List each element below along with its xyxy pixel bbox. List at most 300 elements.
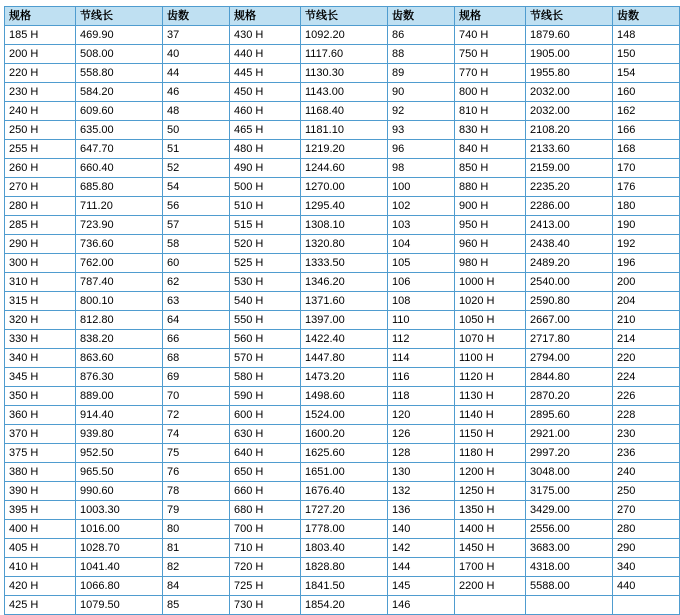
- cell-len-b2-r7[interactable]: 1219.20: [301, 140, 388, 159]
- cell-teeth-b3-r8[interactable]: 170: [613, 159, 680, 178]
- cell-len-b1-r9[interactable]: 685.80: [76, 178, 163, 197]
- cell-len-b2-r31[interactable]: 1854.20: [301, 596, 388, 615]
- cell-teeth-b3-r6[interactable]: 166: [613, 121, 680, 140]
- cell-teeth-b2-r13[interactable]: 105: [388, 254, 455, 273]
- cell-teeth-b3-r23[interactable]: 236: [613, 444, 680, 463]
- cell-spec-b3-r26[interactable]: 1350 H: [455, 501, 526, 520]
- cell-len-b1-r14[interactable]: 787.40: [76, 273, 163, 292]
- cell-spec-b1-r27[interactable]: 400 H: [5, 520, 76, 539]
- cell-teeth-b1-r28[interactable]: 81: [163, 539, 230, 558]
- cell-len-b3-r9[interactable]: 2235.20: [526, 178, 613, 197]
- cell-spec-b1-r15[interactable]: 315 H: [5, 292, 76, 311]
- cell-teeth-b1-r2[interactable]: 40: [163, 45, 230, 64]
- cell-spec-b2-r18[interactable]: 570 H: [230, 349, 301, 368]
- cell-len-b1-r20[interactable]: 889.00: [76, 387, 163, 406]
- cell-spec-b1-r21[interactable]: 360 H: [5, 406, 76, 425]
- cell-len-b3-r24[interactable]: 3048.00: [526, 463, 613, 482]
- cell-len-b2-r20[interactable]: 1498.60: [301, 387, 388, 406]
- cell-teeth-b3-r31[interactable]: [613, 596, 680, 615]
- cell-spec-b3-r27[interactable]: 1400 H: [455, 520, 526, 539]
- cell-teeth-b1-r14[interactable]: 62: [163, 273, 230, 292]
- cell-len-b1-r23[interactable]: 952.50: [76, 444, 163, 463]
- cell-spec-b1-r4[interactable]: 230 H: [5, 83, 76, 102]
- cell-teeth-b3-r13[interactable]: 196: [613, 254, 680, 273]
- cell-spec-b2-r1[interactable]: 430 H: [230, 26, 301, 45]
- cell-len-b1-r5[interactable]: 609.60: [76, 102, 163, 121]
- cell-len-b3-r20[interactable]: 2870.20: [526, 387, 613, 406]
- cell-len-b3-r12[interactable]: 2438.40: [526, 235, 613, 254]
- cell-teeth-b1-r19[interactable]: 69: [163, 368, 230, 387]
- cell-spec-b3-r8[interactable]: 850 H: [455, 159, 526, 178]
- cell-len-b3-r26[interactable]: 3429.00: [526, 501, 613, 520]
- cell-spec-b2-r3[interactable]: 445 H: [230, 64, 301, 83]
- cell-teeth-b1-r10[interactable]: 56: [163, 197, 230, 216]
- cell-spec-b3-r7[interactable]: 840 H: [455, 140, 526, 159]
- cell-spec-b2-r26[interactable]: 680 H: [230, 501, 301, 520]
- header-teeth-3: 齿数: [613, 7, 680, 26]
- cell-teeth-b2-r6[interactable]: 93: [388, 121, 455, 140]
- cell-len-b3-r17[interactable]: 2717.80: [526, 330, 613, 349]
- cell-spec-b1-r26[interactable]: 395 H: [5, 501, 76, 520]
- cell-spec-b1-r10[interactable]: 280 H: [5, 197, 76, 216]
- table-row: [5, 235, 680, 254]
- cell-teeth-b3-r11[interactable]: 190: [613, 216, 680, 235]
- cell-len-b1-r28[interactable]: 1028.70: [76, 539, 163, 558]
- cell-spec-b2-r11[interactable]: 515 H: [230, 216, 301, 235]
- cell-teeth-b1-r29[interactable]: 82: [163, 558, 230, 577]
- cell-spec-b2-r30[interactable]: 725 H: [230, 577, 301, 596]
- cell-len-b1-r2[interactable]: 508.00: [76, 45, 163, 64]
- cell-spec-b3-r19[interactable]: 1120 H: [455, 368, 526, 387]
- cell-teeth-b2-r2[interactable]: 88: [388, 45, 455, 64]
- cell-spec-b2-r6[interactable]: 465 H: [230, 121, 301, 140]
- cell-teeth-b2-r12[interactable]: 104: [388, 235, 455, 254]
- cell-len-b3-r1[interactable]: 1879.60: [526, 26, 613, 45]
- cell-len-b2-r19[interactable]: 1473.20: [301, 368, 388, 387]
- cell-teeth-b2-r15[interactable]: 108: [388, 292, 455, 311]
- cell-teeth-b2-r18[interactable]: 114: [388, 349, 455, 368]
- cell-spec-b3-r13[interactable]: 980 H: [455, 254, 526, 273]
- cell-len-b2-r10[interactable]: 1295.40: [301, 197, 388, 216]
- cell-len-b1-r3[interactable]: 558.80: [76, 64, 163, 83]
- table-row: [5, 387, 680, 406]
- cell-len-b1-r22[interactable]: 939.80: [76, 425, 163, 444]
- cell-len-b3-r3[interactable]: 1955.80: [526, 64, 613, 83]
- cell-len-b1-r26[interactable]: 1003.30: [76, 501, 163, 520]
- cell-teeth-b3-r21[interactable]: 228: [613, 406, 680, 425]
- cell-spec-b3-r14[interactable]: 1000 H: [455, 273, 526, 292]
- cell-spec-b1-r19[interactable]: 345 H: [5, 368, 76, 387]
- cell-len-b1-r19[interactable]: 876.30: [76, 368, 163, 387]
- cell-spec-b3-r23[interactable]: 1180 H: [455, 444, 526, 463]
- table-row: [5, 368, 680, 387]
- cell-len-b1-r27[interactable]: 1016.00: [76, 520, 163, 539]
- cell-teeth-b2-r8[interactable]: 98: [388, 159, 455, 178]
- cell-len-b2-r3[interactable]: 1130.30: [301, 64, 388, 83]
- cell-teeth-b2-r4[interactable]: 90: [388, 83, 455, 102]
- cell-len-b3-r23[interactable]: 2997.20: [526, 444, 613, 463]
- cell-spec-b1-r22[interactable]: 370 H: [5, 425, 76, 444]
- cell-len-b1-r18[interactable]: 863.60: [76, 349, 163, 368]
- table-row: [5, 501, 680, 520]
- cell-teeth-b2-r16[interactable]: 110: [388, 311, 455, 330]
- cell-spec-b2-r31[interactable]: 730 H: [230, 596, 301, 615]
- cell-spec-b3-r30[interactable]: 2200 H: [455, 577, 526, 596]
- cell-teeth-b1-r17[interactable]: 66: [163, 330, 230, 349]
- cell-teeth-b2-r7[interactable]: 96: [388, 140, 455, 159]
- cell-len-b3-r7[interactable]: 2133.60: [526, 140, 613, 159]
- cell-spec-b1-r13[interactable]: 300 H: [5, 254, 76, 273]
- table-row: [5, 159, 680, 178]
- cell-len-b2-r27[interactable]: 1778.00: [301, 520, 388, 539]
- cell-teeth-b1-r5[interactable]: 48: [163, 102, 230, 121]
- cell-teeth-b1-r31[interactable]: 85: [163, 596, 230, 615]
- cell-teeth-b3-r30[interactable]: 440: [613, 577, 680, 596]
- cell-len-b1-r31[interactable]: 1079.50: [76, 596, 163, 615]
- cell-teeth-b3-r26[interactable]: 270: [613, 501, 680, 520]
- cell-len-b3-r10[interactable]: 2286.00: [526, 197, 613, 216]
- cell-len-b3-r11[interactable]: 2413.00: [526, 216, 613, 235]
- cell-teeth-b2-r11[interactable]: 103: [388, 216, 455, 235]
- cell-teeth-b3-r5[interactable]: 162: [613, 102, 680, 121]
- cell-len-b3-r31[interactable]: [526, 596, 613, 615]
- cell-teeth-b2-r30[interactable]: 145: [388, 577, 455, 596]
- cell-teeth-b2-r22[interactable]: 126: [388, 425, 455, 444]
- cell-teeth-b3-r7[interactable]: 168: [613, 140, 680, 159]
- header-spec-1: 规格: [5, 7, 76, 26]
- cell-spec-b1-r18[interactable]: 340 H: [5, 349, 76, 368]
- cell-spec-b2-r19[interactable]: 580 H: [230, 368, 301, 387]
- cell-spec-b3-r3[interactable]: 770 H: [455, 64, 526, 83]
- belt-spec-table: [4, 6, 680, 615]
- cell-len-b2-r22[interactable]: 1600.20: [301, 425, 388, 444]
- cell-spec-b1-r9[interactable]: 270 H: [5, 178, 76, 197]
- cell-teeth-b3-r15[interactable]: 204: [613, 292, 680, 311]
- cell-spec-b3-r11[interactable]: 950 H: [455, 216, 526, 235]
- cell-teeth-b2-r9[interactable]: 100: [388, 178, 455, 197]
- cell-spec-b2-r21[interactable]: 600 H: [230, 406, 301, 425]
- cell-len-b3-r25[interactable]: 3175.00: [526, 482, 613, 501]
- cell-spec-b3-r22[interactable]: 1150 H: [455, 425, 526, 444]
- cell-spec-b2-r28[interactable]: 710 H: [230, 539, 301, 558]
- cell-teeth-b1-r16[interactable]: 64: [163, 311, 230, 330]
- cell-spec-b3-r29[interactable]: 1700 H: [455, 558, 526, 577]
- cell-teeth-b1-r7[interactable]: 51: [163, 140, 230, 159]
- cell-spec-b1-r25[interactable]: 390 H: [5, 482, 76, 501]
- cell-len-b3-r5[interactable]: 2032.00: [526, 102, 613, 121]
- cell-len-b1-r15[interactable]: 800.10: [76, 292, 163, 311]
- cell-teeth-b3-r22[interactable]: 230: [613, 425, 680, 444]
- cell-spec-b3-r2[interactable]: 750 H: [455, 45, 526, 64]
- cell-teeth-b1-r22[interactable]: 74: [163, 425, 230, 444]
- cell-spec-b1-r6[interactable]: 250 H: [5, 121, 76, 140]
- cell-teeth-b2-r5[interactable]: 92: [388, 102, 455, 121]
- cell-teeth-b3-r1[interactable]: 148: [613, 26, 680, 45]
- cell-teeth-b3-r14[interactable]: 200: [613, 273, 680, 292]
- cell-spec-b3-r4[interactable]: 800 H: [455, 83, 526, 102]
- cell-teeth-b2-r25[interactable]: 132: [388, 482, 455, 501]
- header-row: [5, 7, 680, 26]
- cell-teeth-b1-r18[interactable]: 68: [163, 349, 230, 368]
- cell-len-b3-r21[interactable]: 2895.60: [526, 406, 613, 425]
- cell-spec-b3-r9[interactable]: 880 H: [455, 178, 526, 197]
- cell-len-b2-r11[interactable]: 1308.10: [301, 216, 388, 235]
- cell-len-b2-r1[interactable]: 1092.20: [301, 26, 388, 45]
- cell-teeth-b2-r14[interactable]: 106: [388, 273, 455, 292]
- cell-teeth-b1-r9[interactable]: 54: [163, 178, 230, 197]
- cell-spec-b2-r24[interactable]: 650 H: [230, 463, 301, 482]
- cell-spec-b2-r29[interactable]: 720 H: [230, 558, 301, 577]
- cell-len-b3-r13[interactable]: 2489.20: [526, 254, 613, 273]
- cell-len-b3-r22[interactable]: 2921.00: [526, 425, 613, 444]
- cell-spec-b1-r28[interactable]: 405 H: [5, 539, 76, 558]
- cell-teeth-b3-r25[interactable]: 250: [613, 482, 680, 501]
- cell-spec-b3-r24[interactable]: 1200 H: [455, 463, 526, 482]
- cell-spec-b2-r20[interactable]: 590 H: [230, 387, 301, 406]
- cell-teeth-b2-r23[interactable]: 128: [388, 444, 455, 463]
- cell-spec-b2-r17[interactable]: 560 H: [230, 330, 301, 349]
- cell-len-b2-r16[interactable]: 1397.00: [301, 311, 388, 330]
- cell-teeth-b2-r29[interactable]: 144: [388, 558, 455, 577]
- cell-spec-b2-r22[interactable]: 630 H: [230, 425, 301, 444]
- cell-teeth-b3-r27[interactable]: 280: [613, 520, 680, 539]
- cell-len-b1-r24[interactable]: 965.50: [76, 463, 163, 482]
- cell-teeth-b1-r1[interactable]: 37: [163, 26, 230, 45]
- cell-spec-b1-r7[interactable]: 255 H: [5, 140, 76, 159]
- cell-teeth-b3-r18[interactable]: 220: [613, 349, 680, 368]
- cell-len-b1-r12[interactable]: 736.60: [76, 235, 163, 254]
- cell-len-b2-r13[interactable]: 1333.50: [301, 254, 388, 273]
- cell-len-b2-r8[interactable]: 1244.60: [301, 159, 388, 178]
- cell-spec-b3-r28[interactable]: 1450 H: [455, 539, 526, 558]
- cell-teeth-b1-r4[interactable]: 46: [163, 83, 230, 102]
- cell-teeth-b1-r13[interactable]: 60: [163, 254, 230, 273]
- cell-len-b1-r11[interactable]: 723.90: [76, 216, 163, 235]
- header-spec-3: 规格: [455, 7, 526, 26]
- cell-spec-b3-r25[interactable]: 1250 H: [455, 482, 526, 501]
- cell-teeth-b3-r24[interactable]: 240: [613, 463, 680, 482]
- cell-spec-b1-r16[interactable]: 320 H: [5, 311, 76, 330]
- cell-teeth-b3-r9[interactable]: 176: [613, 178, 680, 197]
- cell-teeth-b3-r16[interactable]: 210: [613, 311, 680, 330]
- table-row: [5, 83, 680, 102]
- cell-teeth-b2-r24[interactable]: 130: [388, 463, 455, 482]
- cell-teeth-b2-r28[interactable]: 142: [388, 539, 455, 558]
- cell-teeth-b2-r19[interactable]: 116: [388, 368, 455, 387]
- cell-len-b1-r1[interactable]: 469.90: [76, 26, 163, 45]
- cell-spec-b2-r10[interactable]: 510 H: [230, 197, 301, 216]
- cell-spec-b2-r13[interactable]: 525 H: [230, 254, 301, 273]
- cell-len-b1-r7[interactable]: 647.70: [76, 140, 163, 159]
- cell-len-b2-r26[interactable]: 1727.20: [301, 501, 388, 520]
- cell-spec-b3-r18[interactable]: 1100 H: [455, 349, 526, 368]
- cell-len-b3-r30[interactable]: 5588.00: [526, 577, 613, 596]
- cell-spec-b1-r12[interactable]: 290 H: [5, 235, 76, 254]
- cell-teeth-b3-r19[interactable]: 224: [613, 368, 680, 387]
- cell-teeth-b1-r26[interactable]: 79: [163, 501, 230, 520]
- cell-spec-b2-r15[interactable]: 540 H: [230, 292, 301, 311]
- cell-spec-b1-r11[interactable]: 285 H: [5, 216, 76, 235]
- cell-spec-b2-r16[interactable]: 550 H: [230, 311, 301, 330]
- cell-len-b2-r23[interactable]: 1625.60: [301, 444, 388, 463]
- cell-len-b3-r8[interactable]: 2159.00: [526, 159, 613, 178]
- cell-spec-b3-r21[interactable]: 1140 H: [455, 406, 526, 425]
- cell-spec-b2-r4[interactable]: 450 H: [230, 83, 301, 102]
- cell-spec-b1-r23[interactable]: 375 H: [5, 444, 76, 463]
- cell-spec-b1-r5[interactable]: 240 H: [5, 102, 76, 121]
- header-length-1: 节线长: [76, 7, 163, 26]
- cell-len-b2-r24[interactable]: 1651.00: [301, 463, 388, 482]
- cell-len-b1-r16[interactable]: 812.80: [76, 311, 163, 330]
- table-row: [5, 26, 680, 45]
- cell-teeth-b3-r10[interactable]: 180: [613, 197, 680, 216]
- table-row: [5, 292, 680, 311]
- cell-teeth-b1-r24[interactable]: 76: [163, 463, 230, 482]
- cell-teeth-b1-r12[interactable]: 58: [163, 235, 230, 254]
- cell-teeth-b1-r15[interactable]: 63: [163, 292, 230, 311]
- cell-len-b3-r6[interactable]: 2108.20: [526, 121, 613, 140]
- cell-spec-b3-r10[interactable]: 900 H: [455, 197, 526, 216]
- cell-spec-b1-r24[interactable]: 380 H: [5, 463, 76, 482]
- cell-teeth-b1-r25[interactable]: 78: [163, 482, 230, 501]
- cell-len-b3-r2[interactable]: 1905.00: [526, 45, 613, 64]
- cell-len-b2-r17[interactable]: 1422.40: [301, 330, 388, 349]
- cell-len-b1-r6[interactable]: 635.00: [76, 121, 163, 140]
- cell-spec-b1-r31[interactable]: 425 H: [5, 596, 76, 615]
- cell-spec-b2-r23[interactable]: 640 H: [230, 444, 301, 463]
- cell-len-b3-r29[interactable]: 4318.00: [526, 558, 613, 577]
- cell-teeth-b1-r27[interactable]: 80: [163, 520, 230, 539]
- cell-len-b2-r29[interactable]: 1828.80: [301, 558, 388, 577]
- table-row: [5, 273, 680, 292]
- cell-spec-b3-r5[interactable]: 810 H: [455, 102, 526, 121]
- cell-spec-b3-r1[interactable]: 740 H: [455, 26, 526, 45]
- cell-teeth-b2-r17[interactable]: 112: [388, 330, 455, 349]
- cell-spec-b3-r20[interactable]: 1130 H: [455, 387, 526, 406]
- cell-teeth-b1-r20[interactable]: 70: [163, 387, 230, 406]
- cell-len-b3-r16[interactable]: 2667.00: [526, 311, 613, 330]
- cell-len-b3-r4[interactable]: 2032.00: [526, 83, 613, 102]
- cell-spec-b3-r15[interactable]: 1020 H: [455, 292, 526, 311]
- cell-spec-b3-r17[interactable]: 1070 H: [455, 330, 526, 349]
- cell-spec-b1-r2[interactable]: 200 H: [5, 45, 76, 64]
- cell-spec-b1-r20[interactable]: 350 H: [5, 387, 76, 406]
- cell-teeth-b3-r4[interactable]: 160: [613, 83, 680, 102]
- cell-spec-b1-r1[interactable]: 185 H: [5, 26, 76, 45]
- cell-teeth-b3-r17[interactable]: 214: [613, 330, 680, 349]
- cell-len-b1-r13[interactable]: 762.00: [76, 254, 163, 273]
- cell-len-b3-r18[interactable]: 2794.00: [526, 349, 613, 368]
- cell-len-b2-r5[interactable]: 1168.40: [301, 102, 388, 121]
- table-row: [5, 349, 680, 368]
- cell-teeth-b3-r28[interactable]: 290: [613, 539, 680, 558]
- cell-teeth-b2-r20[interactable]: 118: [388, 387, 455, 406]
- cell-teeth-b2-r10[interactable]: 102: [388, 197, 455, 216]
- cell-len-b1-r4[interactable]: 584.20: [76, 83, 163, 102]
- cell-teeth-b1-r21[interactable]: 72: [163, 406, 230, 425]
- cell-len-b2-r30[interactable]: 1841.50: [301, 577, 388, 596]
- cell-len-b1-r17[interactable]: 838.20: [76, 330, 163, 349]
- cell-spec-b3-r16[interactable]: 1050 H: [455, 311, 526, 330]
- cell-len-b2-r2[interactable]: 1117.60: [301, 45, 388, 64]
- cell-len-b2-r21[interactable]: 1524.00: [301, 406, 388, 425]
- cell-spec-b1-r3[interactable]: 220 H: [5, 64, 76, 83]
- cell-spec-b2-r9[interactable]: 500 H: [230, 178, 301, 197]
- cell-len-b3-r19[interactable]: 2844.80: [526, 368, 613, 387]
- cell-spec-b1-r14[interactable]: 310 H: [5, 273, 76, 292]
- header-spec-2: 规格: [230, 7, 301, 26]
- cell-teeth-b1-r30[interactable]: 84: [163, 577, 230, 596]
- cell-len-b3-r14[interactable]: 2540.00: [526, 273, 613, 292]
- cell-len-b3-r28[interactable]: 3683.00: [526, 539, 613, 558]
- table-row: [5, 178, 680, 197]
- cell-teeth-b3-r2[interactable]: 150: [613, 45, 680, 64]
- cell-spec-b2-r14[interactable]: 530 H: [230, 273, 301, 292]
- cell-teeth-b2-r27[interactable]: 140: [388, 520, 455, 539]
- cell-len-b2-r18[interactable]: 1447.80: [301, 349, 388, 368]
- cell-teeth-b1-r23[interactable]: 75: [163, 444, 230, 463]
- table-row: [5, 140, 680, 159]
- cell-teeth-b2-r21[interactable]: 120: [388, 406, 455, 425]
- cell-len-b2-r15[interactable]: 1371.60: [301, 292, 388, 311]
- cell-spec-b3-r6[interactable]: 830 H: [455, 121, 526, 140]
- cell-len-b2-r6[interactable]: 1181.10: [301, 121, 388, 140]
- cell-spec-b2-r25[interactable]: 660 H: [230, 482, 301, 501]
- cell-teeth-b1-r3[interactable]: 44: [163, 64, 230, 83]
- cell-teeth-b3-r29[interactable]: 340: [613, 558, 680, 577]
- cell-teeth-b2-r31[interactable]: 146: [388, 596, 455, 615]
- cell-len-b3-r27[interactable]: 2556.00: [526, 520, 613, 539]
- cell-spec-b2-r8[interactable]: 490 H: [230, 159, 301, 178]
- cell-len-b2-r28[interactable]: 1803.40: [301, 539, 388, 558]
- cell-spec-b1-r17[interactable]: 330 H: [5, 330, 76, 349]
- cell-len-b1-r29[interactable]: 1041.40: [76, 558, 163, 577]
- cell-spec-b2-r2[interactable]: 440 H: [230, 45, 301, 64]
- cell-len-b1-r30[interactable]: 1066.80: [76, 577, 163, 596]
- cell-teeth-b2-r1[interactable]: 86: [388, 26, 455, 45]
- cell-len-b2-r25[interactable]: 1676.40: [301, 482, 388, 501]
- cell-len-b1-r25[interactable]: 990.60: [76, 482, 163, 501]
- cell-len-b2-r9[interactable]: 1270.00: [301, 178, 388, 197]
- cell-spec-b2-r12[interactable]: 520 H: [230, 235, 301, 254]
- cell-spec-b1-r29[interactable]: 410 H: [5, 558, 76, 577]
- cell-teeth-b3-r20[interactable]: 226: [613, 387, 680, 406]
- cell-len-b2-r14[interactable]: 1346.20: [301, 273, 388, 292]
- cell-teeth-b3-r12[interactable]: 192: [613, 235, 680, 254]
- cell-teeth-b2-r26[interactable]: 136: [388, 501, 455, 520]
- cell-teeth-b1-r6[interactable]: 50: [163, 121, 230, 140]
- cell-len-b1-r8[interactable]: 660.40: [76, 159, 163, 178]
- cell-spec-b2-r5[interactable]: 460 H: [230, 102, 301, 121]
- cell-spec-b2-r7[interactable]: 480 H: [230, 140, 301, 159]
- table-row: [5, 463, 680, 482]
- table-row: [5, 596, 680, 615]
- cell-len-b2-r4[interactable]: 1143.00: [301, 83, 388, 102]
- cell-spec-b2-r27[interactable]: 700 H: [230, 520, 301, 539]
- cell-spec-b1-r30[interactable]: 420 H: [5, 577, 76, 596]
- cell-spec-b1-r8[interactable]: 260 H: [5, 159, 76, 178]
- cell-teeth-b1-r11[interactable]: 57: [163, 216, 230, 235]
- cell-spec-b3-r31[interactable]: [455, 596, 526, 615]
- cell-spec-b3-r12[interactable]: 960 H: [455, 235, 526, 254]
- cell-len-b2-r12[interactable]: 1320.80: [301, 235, 388, 254]
- cell-teeth-b1-r8[interactable]: 52: [163, 159, 230, 178]
- cell-len-b1-r10[interactable]: 711.20: [76, 197, 163, 216]
- cell-teeth-b3-r3[interactable]: 154: [613, 64, 680, 83]
- cell-len-b3-r15[interactable]: 2590.80: [526, 292, 613, 311]
- cell-teeth-b2-r3[interactable]: 89: [388, 64, 455, 83]
- cell-len-b1-r21[interactable]: 914.40: [76, 406, 163, 425]
